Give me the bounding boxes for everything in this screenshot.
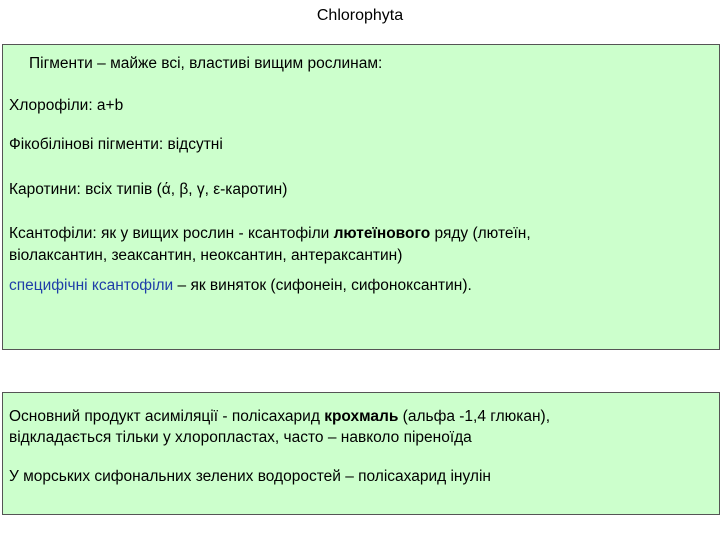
xanthophylls-list-line: віолаксантин, зеаксантин, неоксантин, антераксантин) [9,247,403,264]
assimilation-text: Основний продукт асиміляції - полісахарид [9,408,325,425]
lutein-series-term: лютеїнового [333,225,431,242]
deposition-line: відкладається тільки у хлоропластах, часто – навколо піреноїда [9,429,472,446]
xanthophylls-text-end: ряду (лютеїн, [430,225,531,242]
xanthophylls-text: Ксантофіли: як у вищих рослин - ксантофіли [9,225,334,242]
chlorophylls-line: Хлорофіли: a+b [9,97,124,114]
specific-xanthophylls-text: – як виняток (сифонеін, сифоноксантин). [173,277,472,294]
specific-xanthophylls-line [9,275,472,296]
assimilation-box [2,392,720,515]
carotenes-line: Каротини: всіх типів (ά, β, γ, ε-каротин) [9,181,288,198]
assimilation-line [9,406,550,427]
assimilation-text-end: (альфа -1,4 глюкан), [398,408,551,425]
pigments-line: Пігменти – майже всі, властиві вищим рослинам: [29,55,383,72]
pigments-box [2,44,720,350]
starch-term: крохмаль [324,408,399,425]
phycobilins-line: Фікобілінові пігменти: відсутні [9,136,223,153]
page-title: Chlorophyta [316,7,404,24]
xanthophylls-line [9,223,531,244]
inulin-line: У морських сифональних зелених водоростей – полісахарид інулін [9,468,491,485]
specific-xanthophylls-term: специфічні ксантофіли [9,277,174,294]
